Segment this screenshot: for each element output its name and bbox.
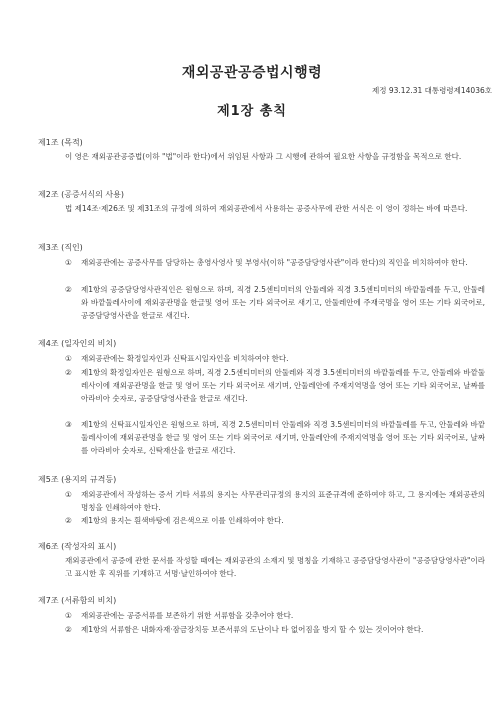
item-text: 재외공관에는 공증사무를 담당하는 총영사영사 및 부영사(이하 "공증담당영사관"이라 한다)의 직인을 비치하여야 한다. — [81, 258, 468, 267]
item-text: 제1항의 서류함은 내화자재·잠금장치등 보존서류의 도난이나 타 없어짐을 방지 할 수 있는 것이어야 한다. — [81, 625, 424, 634]
article-6-body: 재외공관에서 공증에 관한 문서를 작성할 때에는 재외공관의 소재지 및 명칭을 기재하고 공증담당영사관이 "공증담당영사관"이라고 표시한 후 직위를 기재하고 서명·날인하여야 한다. — [65, 556, 485, 578]
item-number: ① — [65, 258, 72, 267]
item-number: ③ — [65, 420, 72, 429]
item-text: 제1항의 용지는 흰색바탕에 검은색으로 이를 인쇄하여야 한다. — [81, 516, 284, 525]
item-number: ② — [65, 516, 72, 525]
article-2-heading: 제2조 (공증서식의 사용) — [38, 190, 124, 199]
enactment-info: 제정 93.12.31 대통령령제14036호 — [372, 86, 492, 95]
item-text: 제1항의 신탁표시일자인은 원형으로 하며, 직경 2.5센티미터 안둘레와 직경 3.5센티미터의 바깥둘레를 두고, 안둘레와 바깥둘레사이에 재외공관명을 한글 및 영어 또는 기타 외국어로 새기며, 안둘레안에 주재지역명을 영어 또는 기타 외국어로, 날짜를 아라비아 숫자로, 신탁재산을 한글로 새긴다. — [81, 420, 485, 455]
document-title: 재외공관공증법시행령 — [181, 65, 323, 81]
item-number: ② — [65, 285, 72, 294]
item-number: ① — [65, 354, 72, 363]
article-5-heading: 제5조 (용지의 규격등) — [38, 475, 117, 484]
article-6-heading: 제6조 (작성자의 표시) — [38, 542, 117, 551]
item-text: 재외공관에는 공증서류를 보존하기 위한 서류함을 갖추어야 한다. — [81, 611, 294, 620]
article-3-heading: 제3조 (직인) — [38, 243, 83, 252]
article-1-heading: 제1조 (목적) — [38, 138, 83, 147]
article-2-body: 법 제14조·제26조 및 제31조의 규정에 의하여 재외공관에서 사용하는 공증사무에 관한 서식은 이 영이 정하는 바에 따른다. — [65, 204, 468, 213]
item-text: 제1항의 공증담당영사관직인은 원형으로 하며, 직경 2.5센티미터의 안둘레와 직경 3.5센티미터의 바깥둘레를 두고, 안둘레와 바깥둘레사이에 재외공관명을 한글및 영어 또는 기타 외국어로 새기고, 안둘레안에 주재국명을 영어 또는 기타 외국어로, 공증담당영사관을 한글로 새긴다. — [81, 285, 485, 320]
item-number: ① — [65, 611, 72, 620]
item-text: 재외공관에서 작성하는 증서 기타 서류의 용지는 사무관리규정의 용지의 표준규격에 준하여야 하고, 그 용지에는 재외공관의 명칭을 인쇄하여야 한다. — [81, 490, 485, 512]
item-number: ① — [65, 490, 72, 499]
article-4-heading: 제4조 (일자인의 비치) — [38, 339, 117, 348]
item-number: ② — [65, 368, 72, 377]
chapter-title: 제1장 총칙 — [217, 104, 287, 119]
article-1-body: 이 영은 재외공관공증법(이하 "법"이라 한다)에서 위임된 사항과 그 시행에 관하여 필요한 사항을 규정함을 목적으로 한다. — [65, 152, 462, 161]
item-text: 제1항의 확정일자인은 원형으로 하며, 직경 2.5센티미터의 안둘레와 직경 3.5센티미터의 바깥둘레를 두고, 안둘레와 바깥둘레사이에 재외공관명을 한글 및 영어 또는 기타 외국어로 새기며, 안둘레안에 주재지역명을 영어 또는 기타 외국어로, 날짜를 아라비아 숫자로, 공증담당영사관을 한글로 새긴다. — [81, 368, 485, 403]
item-number: ② — [65, 625, 72, 634]
item-text: 재외공관에는 확정일자인과 신탁표시일자인을 비치하여야 한다. — [81, 354, 289, 363]
article-7-heading: 제7조 (서류함의 비치) — [38, 596, 117, 605]
